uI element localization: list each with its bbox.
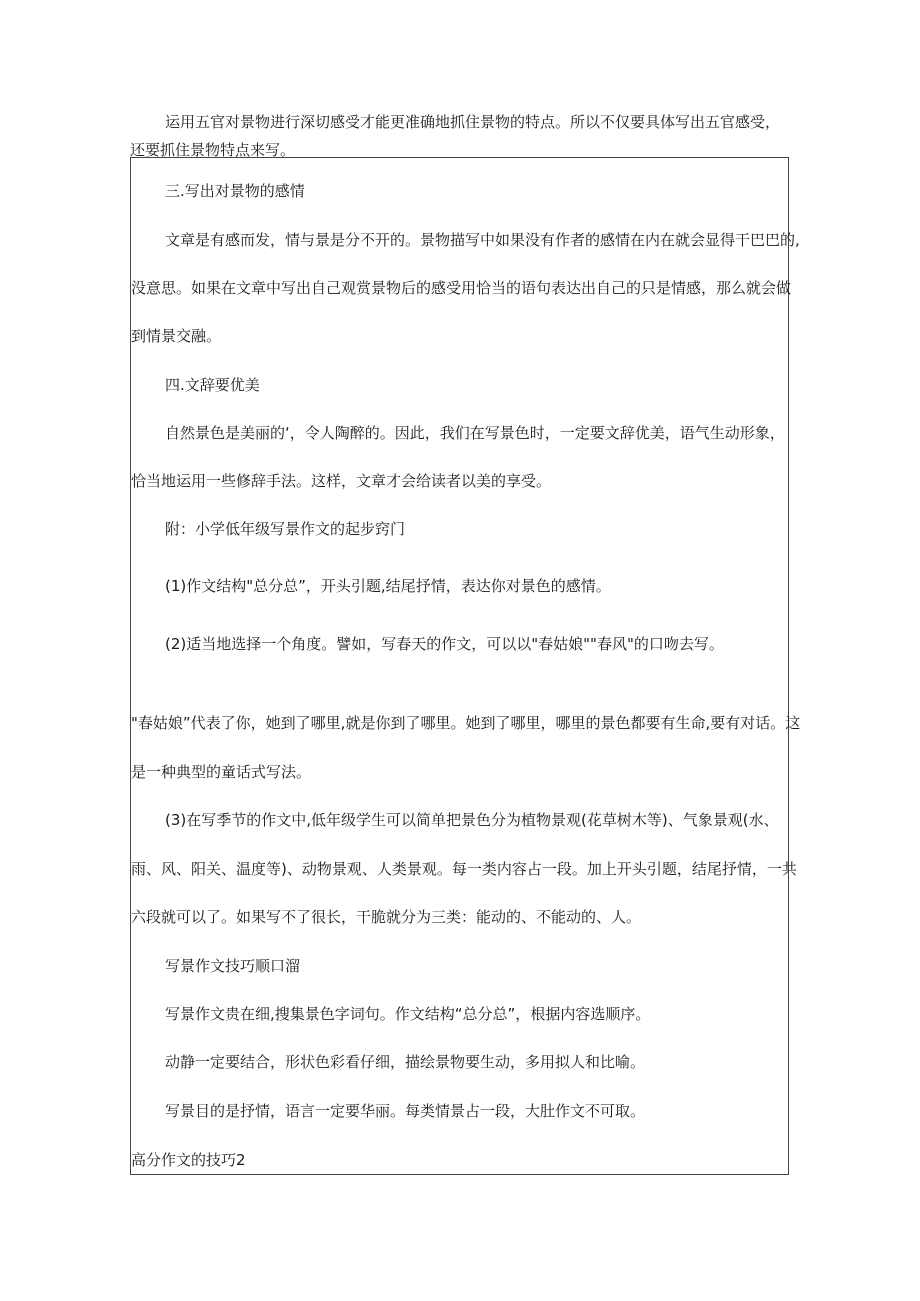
rhyme-line: 写景作文贵在细,搜集景色字词句。作文结构“总分总”，根据内容选顺序。 bbox=[165, 1005, 651, 1023]
paragraph-line: "春姑娘”代表了你，她到了哪里,就是你到了哪里。她到了哪里，哪里的景色都要有生命,要有对话。这 bbox=[131, 714, 801, 732]
rhyme-heading: 写景作文技巧顺口溜 bbox=[165, 957, 301, 975]
paragraph-line: 文章是有感而发，情与景是分不开的。景物描写中如果没有作者的感情在内在就会显得干巴巴的, bbox=[165, 231, 800, 249]
paragraph-line: 没意思。如果在文章中写出自己观赏景物后的感受用恰当的语句表达出自己的只是情感，那么就会做 bbox=[131, 279, 792, 297]
appendix-heading: 附：小学低年级写景作文的起步窍门 bbox=[165, 520, 406, 538]
paragraph-line: 是一种典型的童话式写法。 bbox=[131, 763, 312, 781]
paragraph-line: 到情景交融。 bbox=[131, 327, 222, 345]
heading-four: 四.文辞要优美 bbox=[165, 376, 260, 394]
paragraph-line: 恰当地运用一些修辞手法。这样，文章才会给读者以美的享受。 bbox=[131, 472, 552, 490]
rhyme-line: 动静一定要结合，形状色彩看仔细，描绘景物要生动，多用拟人和比喻。 bbox=[165, 1053, 646, 1071]
section-footer-title: 高分作文的技巧2 bbox=[131, 1151, 246, 1169]
intro-paragraph bbox=[130, 108, 792, 164]
rhyme-line: 写景目的是抒情，语言一定要华丽。每类情景占一段，大肚作文不可取。 bbox=[165, 1102, 646, 1120]
heading-three: 三.写出对景物的感情 bbox=[165, 182, 305, 200]
tip-three: (3)在写季节的作文中,低年级学生可以简单把景色分为植物景观(花草树木等)、气象景观(水、 bbox=[165, 811, 779, 829]
paragraph-line: 自然景色是美丽的‘，令人陶醉的。因此，我们在写景色时，一定要文辞优美，语气生动形象， bbox=[165, 424, 785, 442]
paragraph-line: 六段就可以了。如果写不了很长，干脆就分为三类：能动的、不能动的、人。 bbox=[131, 908, 642, 926]
intro-text: 运用五官对景物进行深切感受才能更准确地抓住景物的特点。所以不仅要具体写出五官感受，还要抓住景物特点来写。 bbox=[130, 113, 781, 159]
tip-two: (2)适当地选择一个角度。譬如，写春天的作文，可以以"春姑娘""春风"的口吻去写。 bbox=[165, 635, 724, 653]
content-box bbox=[130, 157, 801, 1175]
paragraph-line: 雨、风、阳关、温度等)、动物景观、人类景观。每一类内容占一段。加上开头引题，结尾抒情，一共 bbox=[131, 860, 797, 878]
tip-one: (1)作文结构"总分总”，开头引题,结尾抒情，表达你对景色的感情。 bbox=[165, 577, 611, 595]
